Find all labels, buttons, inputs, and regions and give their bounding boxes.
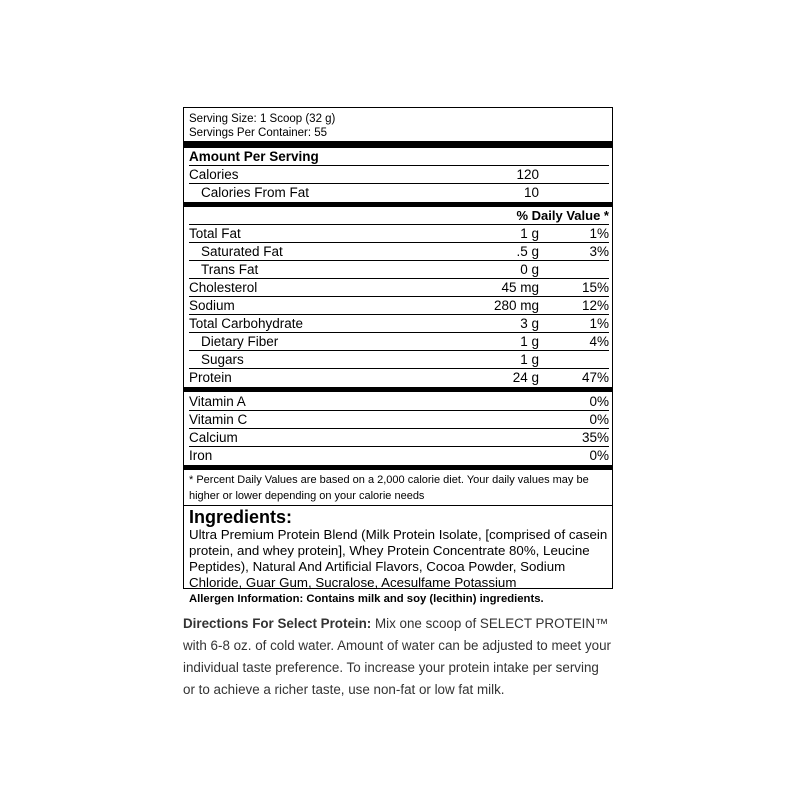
nutrient-row-trans-fat [189,261,609,279]
vitamin-name: Vitamin A [189,394,246,409]
nutrient-name: Calories [189,167,239,182]
nutrient-amount: 280 mg [493,298,539,313]
allergen-information: Allergen Information: Contains milk and soy (lecithin) ingredients. [189,593,544,605]
nutrient-row-total-carbohydrate [189,315,609,333]
nutrient-row-protein [189,369,609,386]
directions-text: Mix one scoop of SELECT PROTEIN™ with 6-8 oz. of cold water. Amount of water can be adjusted to meet your individual taste preference. To increase your protein intake per serving or to achieve a richer taste, use non-fat or low fat milk. [183,616,611,697]
nutrient-name: Total Carbohydrate [189,316,304,331]
nutrient-amount: 45 mg [501,280,539,295]
nutrient-row-sodium [189,297,609,315]
nutrient-dv: 3% [589,244,609,259]
vitamin-dv: 0% [589,412,609,427]
nutrient-dv: 15% [581,280,609,295]
nutrition-facts-label [183,107,613,605]
vitamin-name: Calcium [189,430,238,445]
nutrient-row-saturated-fat [189,243,609,261]
nutrient-name: Calories From Fat [201,185,310,200]
vitamin-name: Iron [189,448,213,463]
directions-label: Directions For Select Protein: [183,616,372,631]
divider-medium [184,202,612,207]
nutrient-amount: 120 [516,167,539,182]
vitamin-dv: 35% [581,430,609,445]
directions-paragraph [183,613,613,701]
serving-size: Serving Size: 1 Scoop (32 g) [189,113,336,125]
nutrient-name: Sugars [201,352,244,367]
nutrient-row-total-fat [189,225,609,243]
vitamin-row-vitamin-a [189,393,609,411]
nutrient-dv: 1% [589,226,609,241]
nutrient-dv: 12% [581,298,609,313]
nutrient-name: Dietary Fiber [201,334,279,349]
nutrient-name: Saturated Fat [201,244,283,259]
vitamin-row-iron [189,447,609,464]
nutrient-list [189,225,609,386]
vitamin-dv: 0% [589,448,609,463]
servings-per-container: Servings Per Container: 55 [189,127,328,139]
calories-row [189,166,609,184]
vitamin-name: Vitamin C [189,412,248,427]
nutrient-name: Cholesterol [189,280,258,295]
nutrient-amount: 1 g [520,352,539,367]
nutrient-amount: 1 g [520,334,539,349]
nutrient-dv: 47% [581,370,609,385]
daily-value-footnote: * Percent Daily Values are based on a 2,000 calorie diet. Your daily values may be higher or lower depending on your calorie needs [189,474,589,502]
vitamin-list [189,393,609,464]
nutrient-name: Sodium [189,298,235,313]
amount-per-serving-heading: Amount Per Serving [189,149,609,166]
divider-medium [184,465,612,470]
nutrient-amount: 0 g [520,262,539,277]
nutrient-amount: 10 [523,185,539,200]
nutrient-amount: .5 g [516,244,539,259]
ingredients-text: Ultra Premium Protein Blend (Milk Protein Isolate, [comprised of casein protein, and whey protein], Whey Protein Concentrate 80%, Leucine Peptides), Natural And Artificial Flavors, Cocoa Powder, Sodium Chloride, Guar Gum, Sucralose, Acesulfame Potassium [189,527,608,590]
vitamin-row-vitamin-c [189,411,609,429]
nutrient-row-dietary-fiber [189,333,609,351]
nutrient-dv: 1% [589,316,609,331]
nutrient-name: Protein [189,370,232,385]
nutrient-dv: 4% [589,334,609,349]
calories-from-fat-row [189,184,609,201]
vitamin-row-calcium [189,429,609,447]
vitamin-dv: 0% [589,394,609,409]
nutrient-name: Total Fat [189,226,241,241]
divider-thick [184,141,612,148]
divider-medium [184,387,612,392]
nutrient-amount: 1 g [520,226,539,241]
nutrient-name: Trans Fat [201,262,259,277]
nutrient-row-sugars [189,351,609,369]
nutrient-amount: 24 g [512,370,539,385]
daily-value-heading: % Daily Value * [189,208,609,225]
nutrient-amount: 3 g [520,316,539,331]
ingredients-title: Ingredients: [184,505,612,527]
nutrient-row-cholesterol [189,279,609,297]
